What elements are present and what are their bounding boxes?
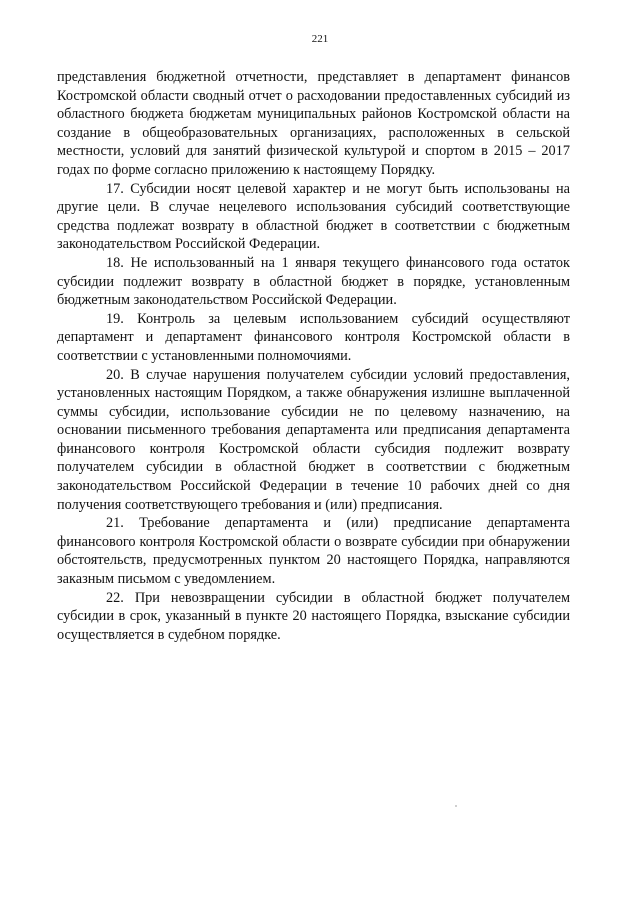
scan-dot-mark: [455, 805, 457, 807]
paragraph-continuation: представления бюджетной отчетности, представляет в департамент финансов Костромской области сводный отчет о расходовании предоставленных субсидий из областного бюджета бюджетам муниципальных районов Костромской области на создание в общеобразовательных организациях, расположенных в сельской местности, условий для занятий физической культурой и спортом в 2015 – 2017 годах по форме согласно приложению к настоящему Порядку.: [57, 69, 570, 178]
page-number: 221: [311, 33, 329, 45]
paragraph-21: 21. Требование департамента и (или) предписание департамента финансового контроля Костромской области о возврате субсидии при обнаружении обстоятельств, предусмотренных пунктом 20 настоящего Порядка, направляются заказным письмом с уведомлением.: [57, 515, 570, 588]
paragraph-22: 22. При невозвращении субсидии в областной бюджет получателем субсидии в срок, указанный в пункте 20 настоящего Порядка, взыскание субсидии осуществляется в судебном порядке.: [57, 589, 570, 643]
paragraph-20: 20. В случае нарушения получателем субсидии условий предоставления, установленных настоящим Порядком, а также обнаружения излишне выплаченной суммы субсидии, использование субсидии не по целевому назначению, на основании письменного требования департамента или предписания департамента финансового контроля Костромской области субсидия подлежит возврату получателем субсидии в областной бюджет в соответствии с бюджетным законодательством Российской Федерации в течение 10 рабочих дней со дня получения соответствующего требования и (или) предписания.: [57, 366, 570, 513]
paragraph-19: 19. Контроль за целевым использованием субсидий осуществляют департамент и департамент финансового контроля Костромской области в соответствии с установленными полномочиями.: [57, 310, 570, 364]
paragraph-18: 18. Не использованный на 1 января текущего финансового года остаток субсидии подлежит возврату в областной бюджет в порядке, установленным бюджетным законодательством Российской Федерации.: [57, 254, 570, 309]
document-body: [57, 68, 570, 644]
paragraph-17: 17. Субсидии носят целевой характер и не могут быть использованы на другие цели. В случае нецелевого использования субсидий соответствующие средства подлежат возврату в областной бюджет в соответствии с бюджетным законодательством Российской Федерации.: [57, 180, 570, 253]
